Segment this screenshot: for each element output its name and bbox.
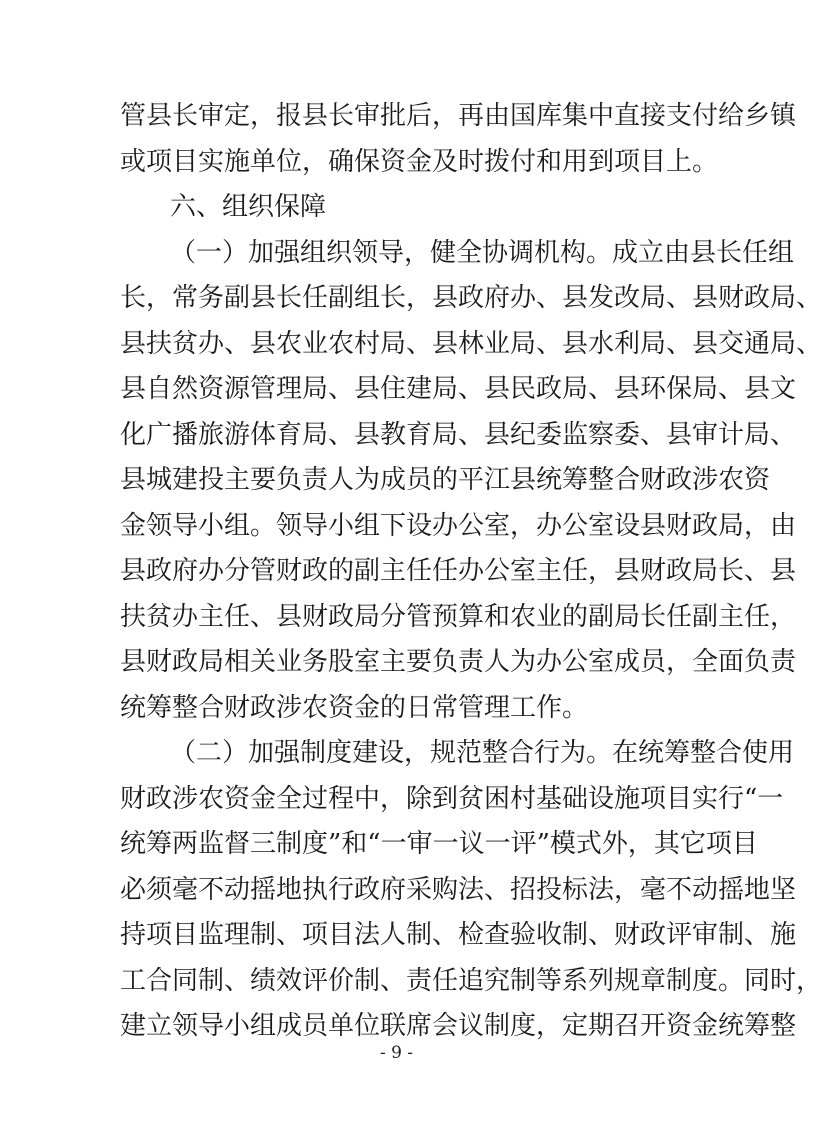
text-line: 金领导小组。领导小组下设办公室，办公室设县财政局，由 xyxy=(120,511,797,541)
text-line: 县政府办分管财政的副主任任办公室主任，县财政局长、县 xyxy=(120,556,797,586)
text-line: 县财政局相关业务股室主要负责人为办公室成员，全面负责 xyxy=(120,647,797,677)
text-line: 或项目实施单位，确保资金及时拨付和用到项目上。 xyxy=(120,147,719,177)
text-line: （二）加强制度建设，规范整合行为。在统筹整合使用 xyxy=(170,738,795,768)
text-line: 县城建投主要负责人为成员的平江县统筹整合财政涉农资 xyxy=(120,465,771,495)
page-number: - 9 - xyxy=(379,1043,414,1063)
text-line: 统筹整合财政涉农资金的日常管理工作。 xyxy=(120,693,589,723)
text-line: 财政涉农资金全过程中，除到贫困村基础设施项目实行“一 xyxy=(120,784,784,814)
text-line: 长，常务副县长任副组长，县政府办、县发改局、县财政局、 xyxy=(120,283,822,313)
text-line: 扶贫办主任、县财政局分管预算和农业的副局长任副主任， xyxy=(120,602,797,632)
text-line: 持项目监理制、项目法人制、检查验收制、财政评审制、施 xyxy=(120,920,797,950)
text-line: 县自然资源管理局、县住建局、县民政局、县环保局、县文 xyxy=(120,374,797,404)
text-line: 化广播旅游体育局、县教育局、县纪委监察委、县审计局、 xyxy=(120,420,797,450)
text-line: 建立领导小组成员单位联席会议制度，定期召开资金统筹整 xyxy=(120,1011,797,1041)
text-line: （一）加强组织领导，健全协调机构。成立由县长任组 xyxy=(170,238,795,268)
text-line: 县扶贫办、县农业农村局、县林业局、县水利局、县交通局、 xyxy=(120,329,822,359)
text-line: 工合同制、绩效评价制、责任追究制等系列规章制度。同时， xyxy=(120,966,822,996)
text-line: 管县长审定，报县长审批后，再由国库集中直接支付给乡镇 xyxy=(120,101,797,131)
text-line: 统筹两监督三制度”和“一审一议一评”模式外，其它项目 xyxy=(120,829,758,859)
section-heading: 六、组织保障 xyxy=(170,192,327,222)
text-line: 必须毫不动摇地执行政府采购法、招投标法，毫不动摇地坚 xyxy=(120,875,797,905)
